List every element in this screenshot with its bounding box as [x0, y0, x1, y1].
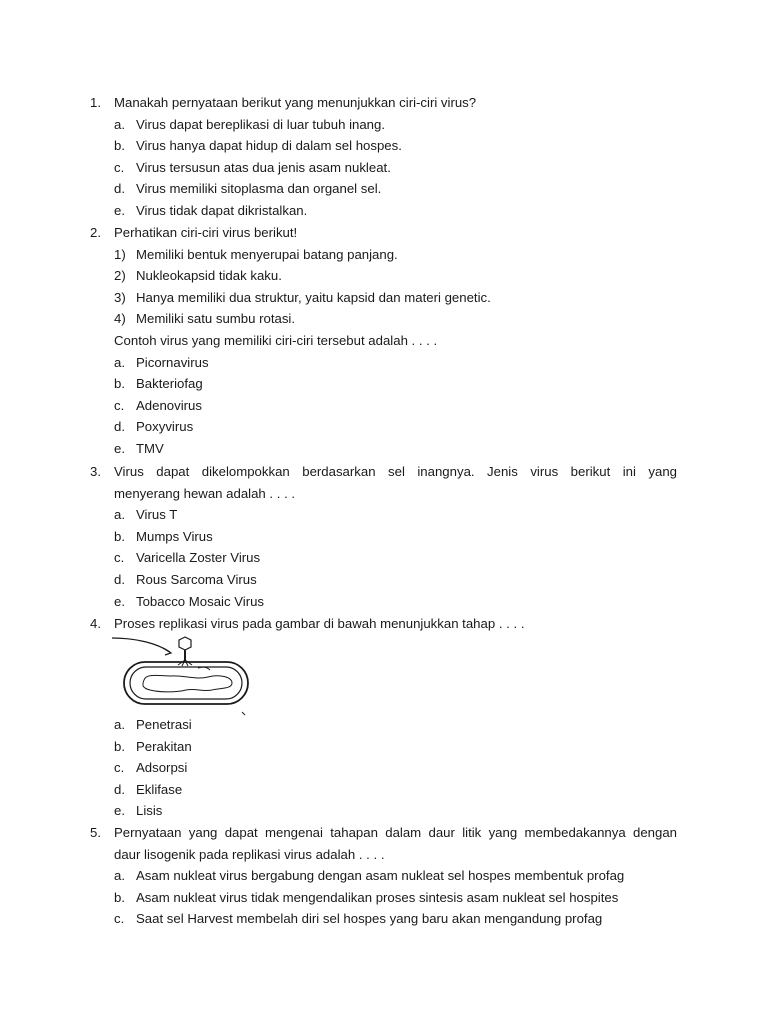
option-a	[0, 865, 768, 887]
option-label: a.	[114, 717, 125, 732]
statement-label: 4)	[114, 311, 126, 327]
option-text: Saat sel Harvest membelah diri sel hospes yang baru akan mengandung profag	[136, 911, 603, 927]
option-text: Poxyvirus	[136, 419, 194, 435]
option-text: Virus memiliki sitoplasma dan organel sel.	[136, 181, 382, 197]
option-label: a.	[114, 354, 125, 370]
bacterial-chromosome	[143, 675, 232, 692]
option-text: Asam nukleat virus bergabung dengan asam nukleat sel hospes membentuk profag	[136, 868, 625, 884]
option-label: c.	[114, 911, 125, 927]
option-e	[0, 800, 768, 822]
option-label: c.	[114, 397, 125, 413]
question-text: Perhatikan ciri-ciri virus berikut!	[114, 225, 298, 240]
option-text: Virus tidak dapat dikristalkan.	[136, 202, 308, 218]
option-text: Eklifase	[136, 781, 183, 797]
option-c	[0, 395, 768, 417]
option-b	[0, 736, 768, 758]
statement-3	[0, 287, 768, 309]
option-text: Bakteriofag	[136, 376, 203, 392]
question-2-stem	[0, 222, 768, 244]
statement-label: 3)	[114, 289, 126, 305]
question-number: 1.	[90, 95, 101, 110]
option-c	[0, 547, 768, 569]
question-5-stem	[0, 822, 768, 844]
option-text: Rous Sarcoma Virus	[136, 571, 257, 587]
option-d	[0, 416, 768, 438]
statement-text: Nukleokapsid tidak kaku.	[136, 268, 282, 284]
option-d	[0, 178, 768, 200]
option-text: Virus dapat bereplikasi di luar tubuh inang.	[136, 116, 386, 132]
option-label: e.	[114, 202, 125, 218]
option-e	[0, 591, 768, 613]
option-a	[0, 352, 768, 374]
option-text: Tobacco Mosaic Virus	[136, 593, 265, 609]
pointer-arrow	[112, 638, 170, 652]
question-number: 5.	[90, 825, 101, 840]
prompt-text: Contoh virus yang memiliki ciri-ciri tersebut adalah . . . .	[114, 332, 438, 348]
option-label: c.	[114, 550, 125, 566]
option-text: Adenovirus	[136, 397, 202, 413]
option-text: Picornavirus	[136, 354, 209, 370]
option-text: Virus tersusun atas dua jenis asam nukleat.	[136, 159, 391, 175]
statement-1	[0, 244, 768, 266]
option-label: e.	[114, 593, 125, 609]
option-b	[0, 526, 768, 548]
option-label: d.	[114, 571, 125, 587]
option-text: Virus hanya dapat hidup di dalam sel hospes.	[136, 138, 402, 154]
option-e	[0, 438, 768, 460]
option-c	[0, 157, 768, 179]
option-d	[0, 779, 768, 801]
option-c	[0, 908, 768, 930]
question-text: daur lisogenik pada replikasi virus adalah . . . .	[114, 846, 385, 862]
option-text: Varicella Zoster Virus	[136, 550, 261, 566]
statement-text: Hanya memiliki dua struktur, yaitu kapsid dan materi genetic.	[136, 289, 491, 305]
option-text: Perakitan	[136, 738, 192, 754]
option-text: Mumps Virus	[136, 528, 213, 544]
option-a	[0, 114, 768, 136]
option-text: Asam nukleat virus tidak mengendalikan proses sintesis asam nukleat sel hospites	[136, 889, 619, 905]
statement-2	[0, 265, 768, 287]
option-label: e.	[114, 803, 125, 819]
question-number: 2.	[90, 225, 101, 240]
question-5	[0, 822, 768, 930]
option-a	[0, 504, 768, 526]
question-text: menyerang hewan adalah . . . .	[114, 485, 296, 501]
question-text: Pernyataan yang dapat mengenai tahapan dalam daur litik yang membedakannya dengan	[114, 825, 677, 840]
option-label: b.	[114, 738, 125, 754]
statement-label: 1)	[114, 246, 126, 262]
question-1	[0, 92, 768, 222]
option-label: c.	[114, 760, 125, 776]
option-label: d.	[114, 419, 125, 435]
option-d	[0, 569, 768, 591]
question-3-stem-cont	[0, 483, 768, 505]
bacterium-inner-membrane	[130, 667, 242, 699]
option-label: e.	[114, 440, 125, 456]
question-3	[0, 461, 768, 612]
question-4-options	[0, 714, 768, 822]
option-b	[0, 887, 768, 909]
option-label: b.	[114, 376, 125, 392]
question-5-stem-cont	[0, 844, 768, 866]
option-label: b.	[114, 138, 125, 154]
statement-text: Memiliki bentuk menyerupai batang panjang.	[136, 246, 398, 262]
question-1-stem	[0, 92, 768, 114]
option-label: a.	[114, 116, 125, 132]
option-label: b.	[114, 889, 125, 905]
option-a	[0, 714, 768, 736]
statement-text: Memiliki satu sumbu rotasi.	[136, 311, 296, 327]
statement-4	[0, 308, 768, 330]
option-label: d.	[114, 781, 125, 797]
option-label: a.	[114, 868, 125, 884]
option-text: Adsorpsi	[136, 760, 188, 776]
question-text: Virus dapat dikelompokkan berdasarkan sel inangnya. Jenis virus berikut ini yang	[114, 464, 677, 479]
bacteriophage-figure	[108, 630, 258, 720]
option-c	[0, 757, 768, 779]
option-label: b.	[114, 528, 125, 544]
option-text: Lisis	[136, 803, 163, 819]
question-3-stem	[0, 461, 768, 483]
option-e	[0, 200, 768, 222]
option-text: TMV	[136, 440, 164, 456]
option-label: d.	[114, 181, 125, 197]
question-2	[0, 222, 768, 460]
statement-label: 2)	[114, 268, 126, 284]
option-b	[0, 135, 768, 157]
option-label: c.	[114, 159, 125, 175]
question-text: Manakah pernyataan berikut yang menunjukkan ciri-ciri virus?	[114, 95, 477, 110]
option-text: Penetrasi	[136, 717, 192, 732]
option-text: Virus T	[136, 507, 178, 523]
question-text: Proses replikasi virus pada gambar di bawah menunjukkan tahap . . . .	[114, 616, 525, 631]
option-b	[0, 373, 768, 395]
option-label: a.	[114, 507, 125, 523]
question-2-prompt	[0, 330, 768, 352]
question-number: 3.	[90, 464, 101, 479]
question-number: 4.	[90, 616, 101, 631]
